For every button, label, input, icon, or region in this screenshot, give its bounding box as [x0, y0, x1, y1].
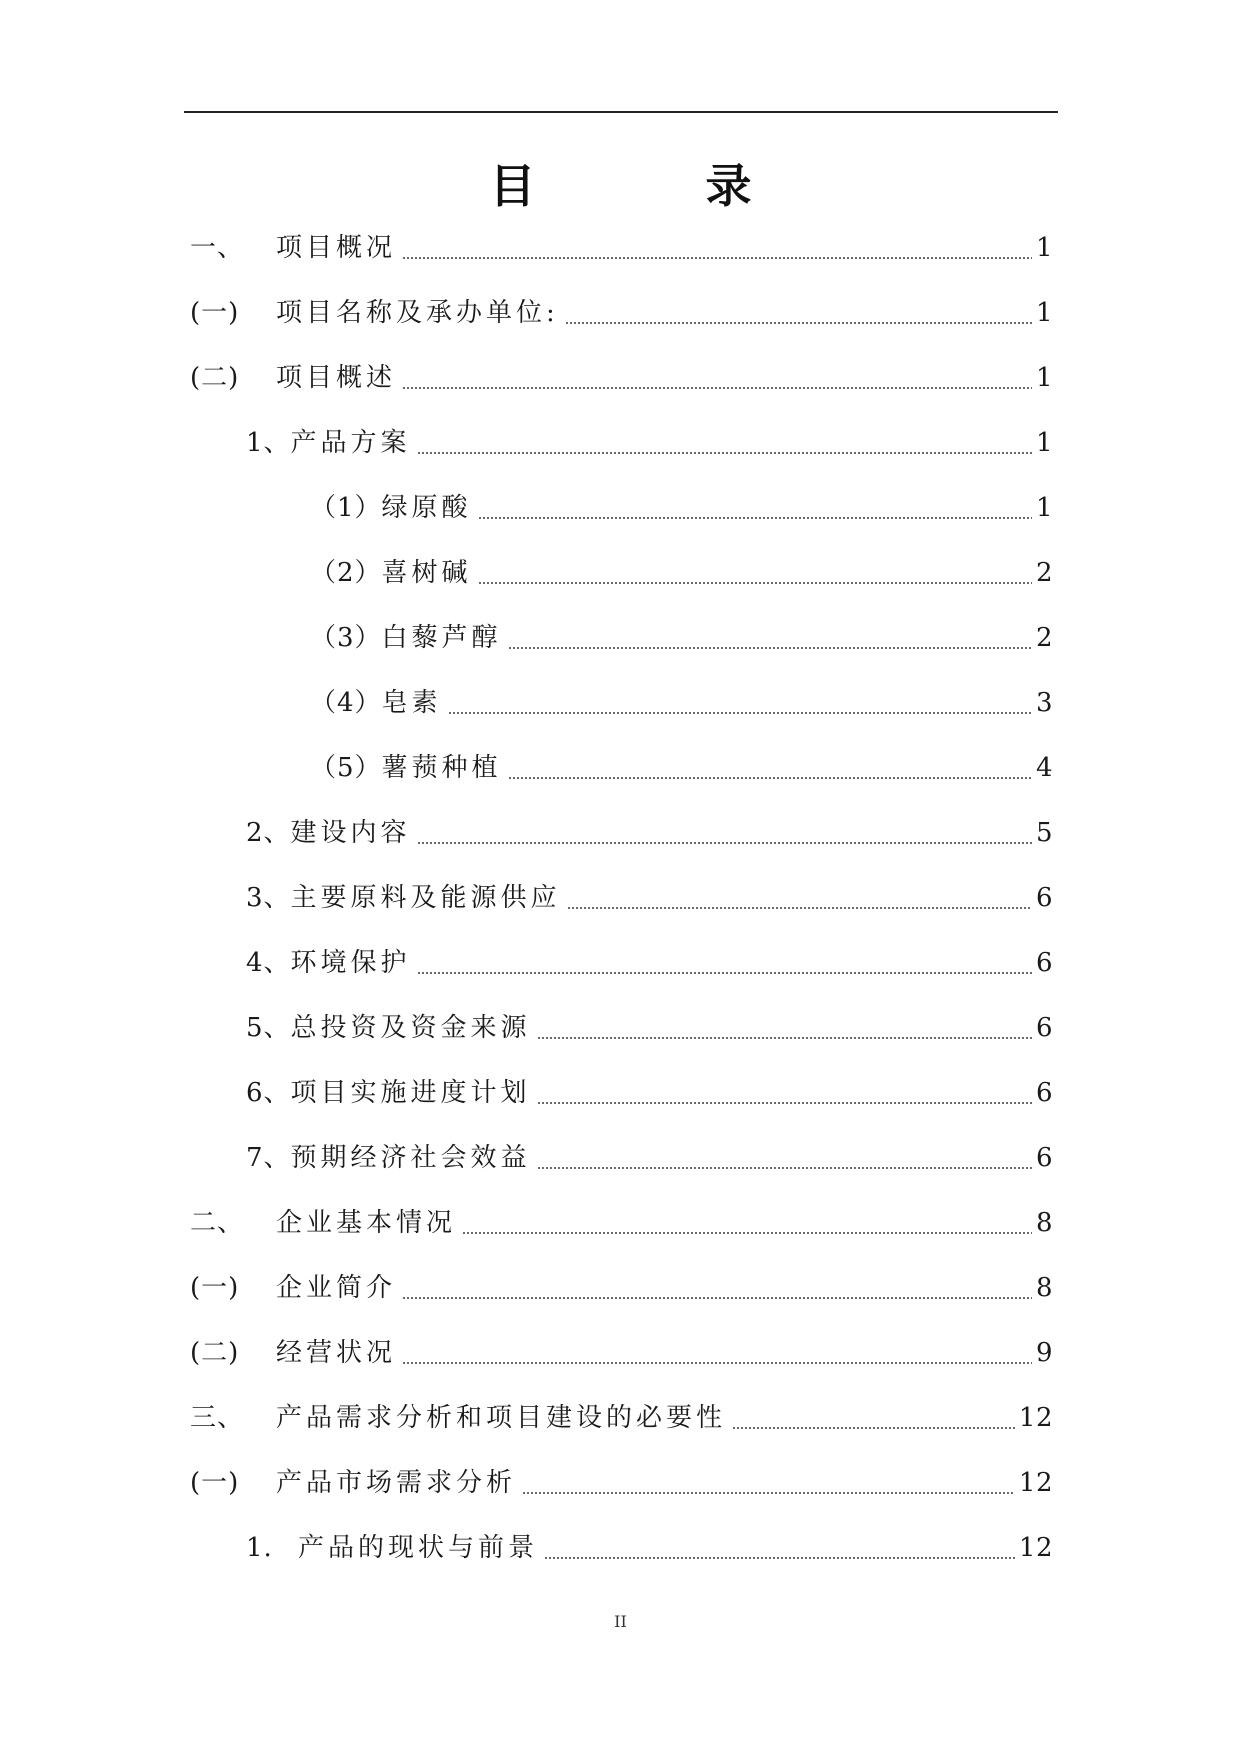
toc-entry-number: （2）	[310, 558, 382, 588]
toc-entry-number: 2、	[246, 818, 291, 848]
toc-entry[interactable]	[246, 423, 1053, 463]
toc-entry[interactable]	[310, 488, 1053, 528]
toc-entry-page: 2	[1035, 623, 1053, 653]
toc-entry-number: 6、	[246, 1078, 291, 1108]
toc-entry-title: 皂素	[381, 688, 442, 718]
toc-entry-page: 2	[1035, 558, 1053, 588]
toc-entry-number: 一、	[190, 233, 245, 263]
toc-entry-title: 预期经济社会效益	[290, 1143, 531, 1173]
toc-entry[interactable]	[310, 748, 1053, 788]
toc-entry-title: 主要原料及能源供应	[290, 883, 561, 913]
toc-leader-dots	[522, 1492, 1015, 1494]
toc-entry[interactable]	[190, 1463, 1053, 1503]
toc-entry-page: 12	[1018, 1533, 1053, 1563]
toc-entry[interactable]	[246, 1008, 1053, 1048]
toc-entry-title: 喜树碱	[381, 558, 472, 588]
toc-entry-number: （3）	[310, 623, 382, 653]
toc-entry-title: 项目实施进度计划	[290, 1078, 531, 1108]
page-number: II	[614, 1612, 627, 1631]
toc-entry-number: 5、	[246, 1013, 291, 1043]
toc-leader-dots	[448, 712, 1032, 714]
toc-entry-page: 6	[1035, 1078, 1053, 1108]
toc-entry-number: 二、	[190, 1208, 245, 1238]
toc-entry-number: (一)	[190, 1273, 240, 1303]
toc-entry-number: 3、	[246, 883, 291, 913]
toc-entry-title: 总投资及资金来源	[290, 1013, 531, 1043]
toc-entry-number: 7、	[246, 1143, 291, 1173]
toc-leader-dots	[417, 842, 1032, 844]
toc-entry-title: 建设内容	[290, 818, 411, 848]
toc-entry-number: (一)	[190, 298, 240, 328]
toc-leader-dots	[537, 1167, 1032, 1169]
toc-entry-page: 1	[1035, 493, 1053, 523]
toc-leader-dots	[478, 517, 1032, 519]
toc-entry-title: 环境保护	[290, 948, 411, 978]
toc-entry-number: (二)	[190, 363, 240, 393]
toc-leader-dots	[567, 907, 1032, 909]
toc-entry[interactable]	[310, 683, 1053, 723]
toc-entry[interactable]	[246, 943, 1053, 983]
toc-leader-dots	[478, 582, 1032, 584]
toc-entry-number: 4、	[246, 948, 291, 978]
toc-entry[interactable]	[246, 813, 1053, 853]
toc-entry-page: 6	[1035, 1013, 1053, 1043]
toc-entry[interactable]	[190, 358, 1053, 398]
toc-leader-dots	[402, 1362, 1032, 1364]
toc-entry-title: 项目概述	[276, 363, 397, 393]
toc-leader-dots	[508, 647, 1032, 649]
toc-entry-number: 1、	[246, 428, 291, 458]
toc-entry-number: （5）	[310, 753, 382, 783]
toc-entry[interactable]	[246, 1138, 1053, 1178]
toc-entry-title: 绿原酸	[381, 493, 472, 523]
toc-entry-page: 12	[1018, 1403, 1053, 1433]
toc-entry-title: 经营状况	[276, 1338, 397, 1368]
toc-entry-page: 1	[1035, 298, 1053, 328]
toc-entry[interactable]	[246, 1528, 1053, 1568]
toc-entry-title: 项目概况	[276, 233, 397, 263]
toc-entry-page: 9	[1035, 1338, 1053, 1368]
toc-entry[interactable]	[246, 878, 1053, 918]
toc-entry-title: 白藜芦醇	[381, 623, 502, 653]
toc-entry-title: 薯蓣种植	[381, 753, 502, 783]
toc-entry[interactable]	[246, 1073, 1053, 1113]
toc-leader-dots	[544, 1557, 1015, 1559]
toc-entry-title: 产品方案	[290, 428, 411, 458]
toc-entry-page: 4	[1035, 753, 1053, 783]
toc-leader-dots	[537, 1102, 1032, 1104]
toc-entry-title: 产品需求分析和项目建设的必要性	[276, 1403, 727, 1433]
toc-entry-page: 12	[1018, 1468, 1053, 1498]
toc-entry-number: （4）	[310, 688, 382, 718]
toc-entry-page: 6	[1035, 948, 1053, 978]
toc-entry-title: 产品市场需求分析	[276, 1468, 517, 1498]
toc-entry-page: 5	[1035, 818, 1053, 848]
toc-entry-page: 1	[1035, 428, 1053, 458]
toc-entry-page: 8	[1035, 1208, 1053, 1238]
toc-leader-dots	[402, 257, 1032, 259]
toc-leader-dots	[417, 452, 1032, 454]
toc-entry-title: 项目名称及承办单位:	[276, 298, 559, 328]
toc-entry[interactable]	[190, 1398, 1053, 1438]
toc-entry[interactable]	[190, 1333, 1053, 1373]
toc-leader-dots	[732, 1427, 1015, 1429]
toc-entry-title: 产品的现状与前景	[298, 1533, 539, 1563]
toc-entry[interactable]	[190, 1268, 1053, 1308]
toc-entry-number: 1.	[246, 1533, 273, 1563]
toc-leader-dots	[565, 322, 1032, 324]
toc-leader-dots	[537, 1037, 1032, 1039]
toc-leader-dots	[402, 1297, 1032, 1299]
toc-entry-number: (二)	[190, 1338, 240, 1368]
toc-entry-page: 8	[1035, 1273, 1053, 1303]
toc-entry-title: 企业基本情况	[276, 1208, 457, 1238]
toc-leader-dots	[462, 1232, 1032, 1234]
toc-entry-page: 6	[1035, 883, 1053, 913]
page-title: 目 录	[489, 159, 814, 213]
toc-entry[interactable]	[310, 553, 1053, 593]
toc-entry-number: （1）	[310, 493, 382, 523]
toc-entry-page: 1	[1035, 233, 1053, 263]
toc-entry[interactable]	[190, 293, 1053, 333]
toc-entry-title: 企业简介	[276, 1273, 397, 1303]
toc-leader-dots	[402, 387, 1032, 389]
toc-leader-dots	[508, 777, 1032, 779]
toc-entry[interactable]	[190, 1203, 1053, 1243]
toc-entry-number: (一)	[190, 1468, 240, 1498]
toc-entry-page: 3	[1035, 688, 1053, 718]
toc-entry-number: 三、	[190, 1403, 245, 1433]
toc-leader-dots	[417, 972, 1032, 974]
toc-entry[interactable]	[190, 228, 1053, 268]
toc-entry-page: 1	[1035, 363, 1053, 393]
toc-entry-page: 6	[1035, 1143, 1053, 1173]
toc-entry[interactable]	[310, 618, 1053, 658]
